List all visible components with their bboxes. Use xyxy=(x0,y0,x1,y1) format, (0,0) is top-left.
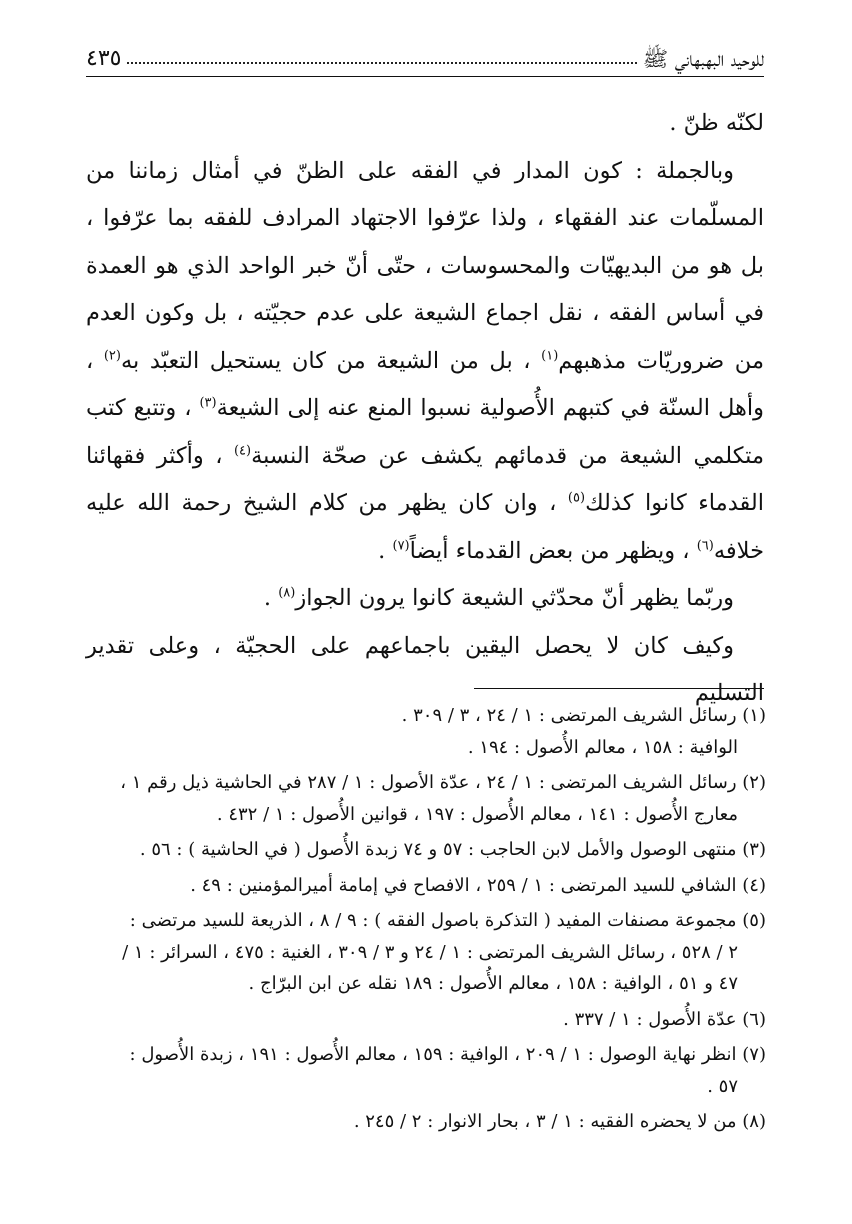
text-segment: ، ويظهر من بعض القدماء أيضاً xyxy=(409,537,697,564)
paragraph-3 xyxy=(86,575,764,623)
footnote-ref-2: (٢) xyxy=(103,348,121,363)
footnote-5 xyxy=(86,905,766,1000)
footnote-ref-6: (٦) xyxy=(696,538,714,553)
text-segment: ، وأكثر فقهائنا القدماء كانوا كذلك xyxy=(86,442,764,516)
paragraph-1: لكنّه ظنّ . xyxy=(669,110,764,136)
footnote-rule xyxy=(474,688,764,689)
footnote-line: (٧) انظر نهاية الوصول : ١ / ٢٠٩ ، الوافية : ١٥٩ ، معالم الأُصول : ١٩١ ، زبدة الأُصول : xyxy=(129,1044,766,1065)
page-number: ٤٣٥ xyxy=(86,46,122,71)
footnote-line: (٦) عدّة الأُصول : ١ / ٣٣٧ . xyxy=(563,1008,766,1030)
paragraph-2 xyxy=(86,148,764,576)
text-segment: ، وتتبع كتب متكلمي الشيعة من قدمائهم يكشف عن صحّة النسبة xyxy=(86,395,764,469)
text-segment: وبالجملة : كون المدار في الفقه على الظنّ في أمثال زماننا من المسلّمات عند الفقهاء ، ولذا عرّفوا الاجتهاد المرادف للفقه بما عرّفوا ، بل هو من البديهيّات والمحسوسات ، حتّى أنّ خبر الواحد الذي هو العمدة في أساس الفقه ، نقل اجماع الشيعة على عدم حجيّته ، بل وكون العدم من ضروريّات مذهبهم xyxy=(86,157,764,374)
footnote-line: معارج الأُصول : ١٤١ ، معالم الأُصول : ١٩٧ ، قوانين الأُصول : ١ / ٤٣٢ . xyxy=(216,803,738,825)
text-segment: ، وأهل السنّة في كتبهم الأُصولية نسبوا المنع عنه إلى الشيعة xyxy=(86,347,764,421)
footnote-8 xyxy=(86,1106,766,1138)
footnote-line: (٢) رسائل الشريف المرتضى : ١ / ٢٤ ، عدّة الأصول : ١ / ٢٨٧ في الحاشية ذيل رقم ١ ، xyxy=(120,772,766,793)
footnote-3 xyxy=(86,834,766,866)
footnote-line: (٣) منتهى الوصول والأمل لابن الحاجب : ٥٧ و ٧٤ زبدة الأُصول ( في الحاشية ) : ٥٦ . xyxy=(139,839,766,860)
footnote-line: (١) رسائل الشريف المرتضى : ١ / ٢٤ ، ٣ / ٣٠٩ . xyxy=(401,705,766,726)
text-segment: ، بل من الشيعة من كان يستحيل التعبّد به xyxy=(120,347,542,374)
footnote-ref-8: (٨) xyxy=(278,585,296,601)
footnote-line: (٤) الشافي للسيد المرتضى : ١ / ٢٥٩ ، الافصاح في إمامة أميرالمؤمنين : ٤٩ . xyxy=(190,874,766,896)
footnote-ref-1: (١) xyxy=(541,348,559,363)
footnote-7 xyxy=(86,1039,766,1102)
footnote-line: ٢ / ٥٢٨ ، رسائل الشريف المرتضى : ١ / ٢٤ و ٣ / ٣٠٩ ، الغنية : ٤٧٥ ، السرائر : ١ / xyxy=(122,941,738,963)
footnotes xyxy=(86,700,766,1142)
footnote-line: ٥٧ . xyxy=(707,1075,738,1097)
running-header xyxy=(86,26,764,70)
footnote-line: الوافية : ١٥٨ ، معالم الأُصول : ١٩٤ . xyxy=(467,736,738,758)
running-title: للوحيد البهبهاني ﷺ xyxy=(642,47,764,71)
text-segment: ، وان كان يظهر من كلام الشيخ رحمة الله عليه خلافه xyxy=(86,490,764,564)
leader-dots xyxy=(127,62,636,64)
footnote-4 xyxy=(86,870,766,902)
footnote-line: (٥) مجموعة مصنفات المفيد ( التذكرة باصول الفقه ) : ٩ / ٨ ، الذريعة للسيد مرتضى : xyxy=(129,910,766,931)
footnote-ref-4: (٤) xyxy=(233,443,252,458)
footnote-2 xyxy=(86,767,766,830)
text-segment: . xyxy=(378,537,393,564)
main-text xyxy=(86,100,764,718)
text-segment: وربّما يظهر أنّ محدّثي الشيعة كانوا يرون الجواز xyxy=(295,585,734,611)
footnote-6 xyxy=(86,1004,766,1036)
footnote-line: (٨) من لا يحضره الفقيه : ١ / ٣ ، بحار الانوار : ٢ / ٢٤٥ . xyxy=(353,1111,766,1132)
footnote-ref-3: (٣) xyxy=(199,395,217,411)
paragraph-4: وكيف كان لا يحصل اليقين باجماعهم على الحجيّة ، وعلى تقدير التسليم xyxy=(86,632,764,706)
text-segment: . xyxy=(263,585,279,611)
footnote-1 xyxy=(86,700,766,763)
footnote-line: ٤٧ و ٥١ ، الوافية : ١٥٨ ، معالم الأُصول : ١٨٩ نقله عن ابن البرّاج . xyxy=(248,973,738,994)
footnote-ref-7: (٧) xyxy=(392,538,410,553)
footnote-ref-5: (٥) xyxy=(567,490,586,506)
header-rule xyxy=(86,76,764,77)
